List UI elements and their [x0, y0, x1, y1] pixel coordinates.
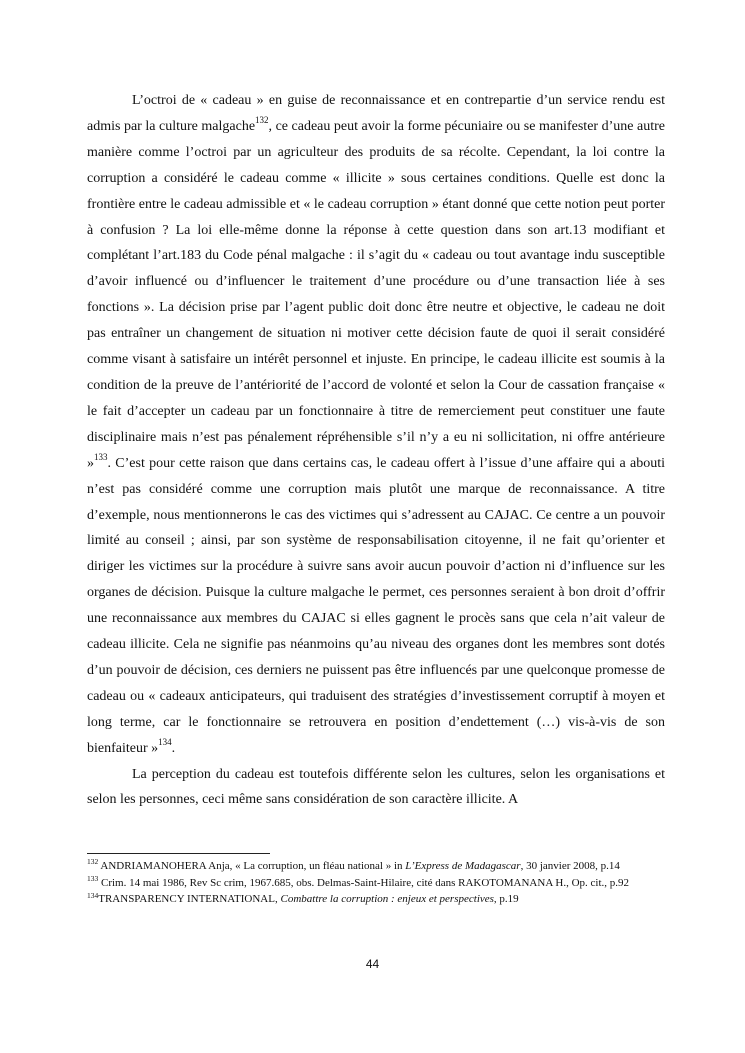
footnote-text: TRANSPARENCY INTERNATIONAL, — [98, 893, 281, 906]
footnote-text: Crim. 14 mai 1986, Rev Sc crim, 1967.685, obs. Delmas-Saint-Hilaire, cité dans RAKOTOMANANA H., Op. cit., p.92 — [98, 876, 630, 889]
footnote-number: 133 — [87, 873, 99, 883]
footnote-ref-132[interactable]: 132 — [255, 115, 269, 126]
footnote-source-title: Combattre la corruption : enjeux et perspectives — [280, 893, 494, 906]
paragraph-2: La perception du cadeau est toutefois différente selon les cultures, selon les organisations et selon les personnes, ceci même sans considération de son caractère illicite. A — [87, 766, 665, 808]
footnote-number: 132 — [87, 857, 99, 867]
paragraph-1-text-c: . C’est pour cette raison que dans certains cas, le cadeau offert à l’issue d’une affaire qui a abouti n’est pas considéré comme une corruption mais plutôt une marque de reconnaissance. A titre d’exemple, nous mentionnerons le cas des victimes qui s’adressent au CAJAC. Ce centre a un pouvoir limité au conseil ; ainsi, par son système de responsabilisation citoyenne, il ne fait qu’orienter et diriger les victimes sur la procédure à suivre sans avoir aucun pouvoir d’action ni d’influence sur les organes de décision. Puisque la culture malgache le permet, ces personnes seraient à bon droit d’offrir une reconnaissance aux membres du CAJAC si elles gagnent le procès sans que cela n’ait valeur de cadeau illicite. Cela ne signifie pas néanmoins qu’au niveau des organes dont les membres sont dotés d’un pouvoir de décision, ces derniers ne puissent pas être influencés par une quelconque promesse de cadeau ou « cadeaux anticipateurs, qui traduisent des stratégies d’investissement corruptif à moyen et long terme, car le fonctionnaire se retrouvera en position d’endettement (…) vis-à-vis de son bienfaiteur » — [87, 455, 665, 756]
footnotes — [87, 858, 665, 908]
footnote-separator — [87, 853, 270, 854]
footnote-text-end: , p.19 — [493, 893, 519, 906]
footnote-number: 134 — [87, 890, 99, 900]
paragraph-1-text-b: , ce cadeau peut avoir la forme pécuniaire ou se manifester d’une autre manière comme l’octroi par un agriculteur des produits de sa récolte. Cependant, la loi contre la corruption a considéré le cadeau comme « illicite » sous certaines conditions. Quelle est donc la frontière entre le cadeau admissible et « le cadeau corruption » étant donné que cette notion peut porter à confusion ? La loi elle-même donne la réponse à cette question dans son art.13 modifiant et complétant l’art.183 du Code pénal malgache : il s’agit du « cadeau ou tout avantage indu susceptible d’avoir influencé ou d’influencer le traitement d’une procédure ou d’une transaction liée à ses fonctions ». La décision prise par l’agent public doit donc être neutre et objective, le cadeau ne doit pas entraîner un changement de situation ni motiver cette décision faute de quoi il serait considéré comme visant à satisfaire un intérêt personnel et injuste. En principe, le cadeau illicite est soumis à la condition de la preuve de l’antériorité de l’accord de volonté et selon la Cour de cassation française « le fait d’accepter un cadeau par un fonctionnaire à titre de remerciement peut constituer une faute disciplinaire mais n’est pas pénalement répréhensible s’il n’y a eu ni sollicitation, ni offre antérieure » — [87, 118, 665, 471]
footnote-ref-133[interactable]: 133 — [94, 452, 108, 463]
page-number: 44 — [365, 957, 380, 971]
footnote-text: ANDRIAMANOHERA Anja, « La corruption, un fléau national » in — [98, 860, 406, 872]
footnote-ref-134[interactable]: 134 — [158, 737, 172, 747]
footnote-132 — [87, 858, 665, 875]
footnote-133 — [87, 875, 665, 892]
paragraph-1-text-d: . — [171, 740, 176, 756]
footnote-source-title: L’Express de Madagascar — [405, 860, 521, 872]
body-text — [87, 88, 665, 813]
footnote-text-end: , 30 janvier 2008, p.14 — [520, 860, 620, 872]
paragraph-1-text-a: L’octroi de « cadeau » en guise de reconnaissance et en contrepartie d’un service rendu est admis par la culture malgache — [87, 93, 665, 134]
paragraph-1 — [87, 88, 665, 762]
footnote-134 — [87, 891, 665, 908]
